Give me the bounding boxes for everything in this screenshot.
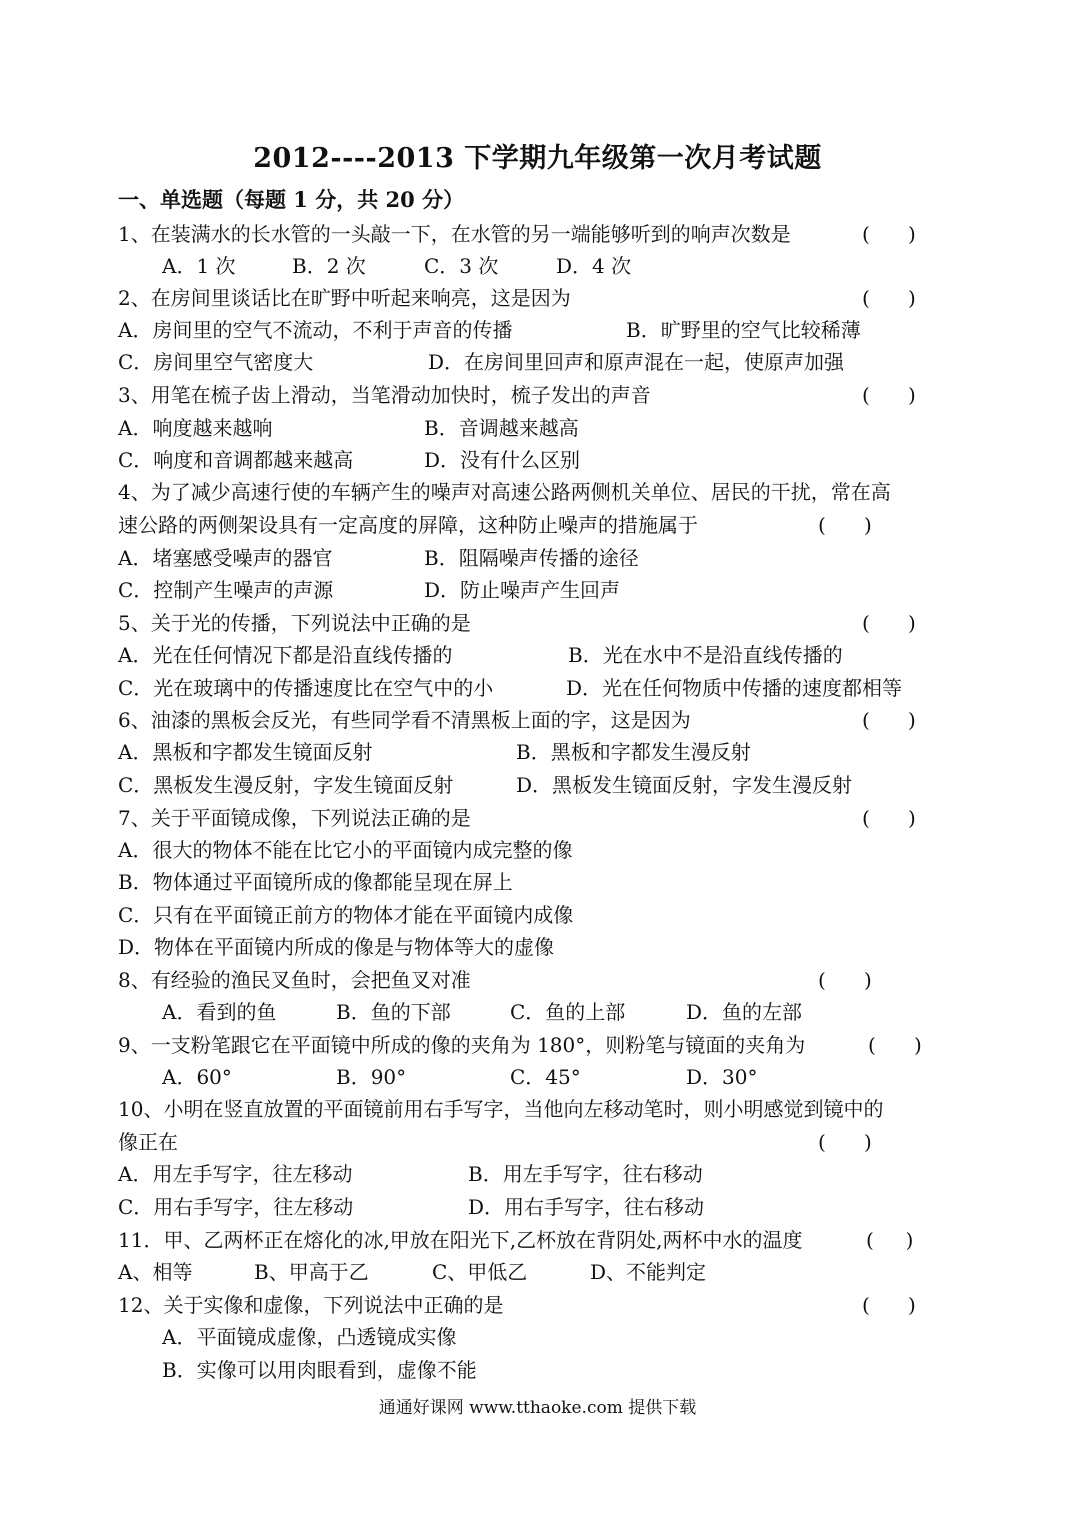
question-12-answer-blank: ( ) (862, 1293, 916, 1317)
question-1-option-b: B．2 次 (292, 254, 366, 278)
question-2-option-a: A．房间里的空气不流动，不利于声音的传播 (118, 318, 513, 342)
question-2-stem: 2、在房间里谈话比在旷野中听起来响亮，这是因为 (118, 286, 571, 310)
question-3-option-b: B．音调越来越高 (424, 416, 579, 440)
section-heading: 一、单选题（每题 1 分，共 20 分） (118, 187, 465, 212)
question-11-stem: 11．甲、乙两杯正在熔化的冰,甲放在阳光下,乙杯放在背阴处,两杯中水的温度 (118, 1228, 803, 1252)
question-10-stem-line-2: 像正在 (118, 1130, 178, 1154)
question-7-option-c: C．只有在平面镜正前方的物体才能在平面镜内成像 (118, 903, 574, 927)
question-6-option-a: A．黑板和字都发生镜面反射 (118, 740, 373, 764)
question-8-option-c: C．鱼的上部 (510, 1000, 626, 1024)
question-7-option-b: B．物体通过平面镜所成的像都能呈现在屏上 (118, 870, 513, 894)
question-3-option-a: A．响度越来越响 (118, 416, 273, 440)
question-3-stem: 3、用笔在梳子齿上滑动，当笔滑动加快时，梳子发出的声音 (118, 383, 651, 407)
question-4-option-d: D．防止噪声产生回声 (424, 578, 621, 602)
question-11-answer-blank: ( ) (866, 1228, 914, 1252)
question-9-answer-blank: ( ) (868, 1033, 922, 1057)
question-11-option-b: B、甲高于乙 (254, 1260, 369, 1284)
question-10-answer-blank: ( ) (818, 1130, 872, 1154)
question-12-option-a: A．平面镜成虚像，凸透镜成实像 (162, 1325, 457, 1349)
question-7-stem: 7、关于平面镜成像，下列说法正确的是 (118, 806, 471, 830)
question-2-option-c: C．房间里空气密度大 (118, 350, 314, 374)
question-10-option-d: D．用右手写字，往右移动 (468, 1195, 705, 1219)
question-8-option-a: A．看到的鱼 (162, 1000, 277, 1024)
question-2-option-d: D．在房间里回声和原声混在一起，使原声加强 (428, 350, 845, 374)
question-10-option-a: A．用左手写字，往左移动 (118, 1162, 353, 1186)
question-4-option-b: B．阻隔噪声传播的途径 (424, 546, 639, 570)
question-9-option-a: A．60° (162, 1065, 232, 1089)
question-5-option-a: A．光在任何情况下都是沿直线传播的 (118, 643, 453, 667)
question-11-option-c: C、甲低乙 (432, 1260, 528, 1284)
question-4-answer-blank: ( ) (818, 513, 872, 537)
question-7-option-a: A．很大的物体不能在比它小的平面镜内成完整的像 (118, 838, 573, 862)
question-1-option-d: D．4 次 (556, 254, 632, 278)
question-4-stem-line-1: 4、为了减少高速行使的车辆产生的噪声对高速公路两侧机关单位、居民的干扰，常在高 (118, 480, 891, 504)
question-4-option-c: C．控制产生噪声的声源 (118, 578, 334, 602)
question-2-option-b: B．旷野里的空气比较稀薄 (626, 318, 861, 342)
question-9-stem: 9、一支粉笔跟它在平面镜中所成的像的夹角为 180°，则粉笔与镜面的夹角为 (118, 1033, 806, 1057)
question-8-option-b: B．鱼的下部 (336, 1000, 451, 1024)
question-8-stem: 8、有经验的渔民叉鱼时，会把鱼叉对准 (118, 968, 471, 992)
question-12-stem: 12、关于实像和虚像，下列说法中正确的是 (118, 1293, 504, 1317)
question-1-answer-blank: ( ) (862, 222, 916, 246)
question-6-answer-blank: ( ) (862, 708, 916, 732)
question-3-option-d: D．没有什么区别 (424, 448, 581, 472)
question-3-option-c: C．响度和音调都越来越高 (118, 448, 354, 472)
question-1-option-a: A．1 次 (162, 254, 236, 278)
question-1-stem: 1、在装满水的长水管的一头敲一下，在水管的另一端能够听到的响声次数是 (118, 222, 791, 246)
page-footer: 通通好课网 www.tthaoke.com 提供下载 (378, 1398, 697, 1418)
question-8-option-d: D．鱼的左部 (686, 1000, 803, 1024)
exam-title: 2012----2013 下学期九年级第一次月考试题 (253, 143, 822, 174)
question-6-stem: 6、油漆的黑板会反光，有些同学看不清黑板上面的字，这是因为 (118, 708, 691, 732)
question-6-option-b: B．黑板和字都发生漫反射 (516, 740, 751, 764)
question-12-option-b: B．实像可以用肉眼看到，虚像不能 (162, 1358, 477, 1382)
question-11-option-d: D、不能判定 (590, 1260, 707, 1284)
question-1-option-c: C．3 次 (424, 254, 499, 278)
question-2-answer-blank: ( ) (862, 286, 916, 310)
question-7-option-d: D．物体在平面镜内所成的像是与物体等大的虚像 (118, 935, 555, 959)
question-9-option-b: B．90° (336, 1065, 407, 1089)
question-5-stem: 5、关于光的传播，下列说法中正确的是 (118, 611, 471, 635)
question-11-option-a: A、相等 (118, 1260, 193, 1284)
question-5-answer-blank: ( ) (862, 611, 916, 635)
question-3-answer-blank: ( ) (862, 383, 916, 407)
question-10-stem-line-1: 10、小明在竖直放置的平面镜前用右手写字，当他向左移动笔时，则小明感觉到镜中的 (118, 1097, 884, 1121)
question-5-option-d: D．光在任何物质中传播的速度都相等 (566, 676, 903, 700)
question-9-option-d: D．30° (686, 1065, 758, 1089)
question-5-option-c: C．光在玻璃中的传播速度比在空气中的小 (118, 676, 494, 700)
question-6-option-d: D．黑板发生镜面反射，字发生漫反射 (516, 773, 853, 797)
question-10-option-b: B．用左手写字，往右移动 (468, 1162, 703, 1186)
question-8-answer-blank: ( ) (818, 968, 872, 992)
question-10-option-c: C．用右手写字，往左移动 (118, 1195, 354, 1219)
question-5-option-b: B．光在水中不是沿直线传播的 (568, 643, 843, 667)
question-4-option-a: A．堵塞感受噪声的器官 (118, 546, 333, 570)
question-6-option-c: C．黑板发生漫反射，字发生镜面反射 (118, 773, 454, 797)
question-7-answer-blank: ( ) (862, 806, 916, 830)
question-4-stem-line-2: 速公路的两侧架设具有一定高度的屏障，这种防止噪声的措施属于 (118, 513, 698, 537)
question-9-option-c: C．45° (510, 1065, 581, 1089)
